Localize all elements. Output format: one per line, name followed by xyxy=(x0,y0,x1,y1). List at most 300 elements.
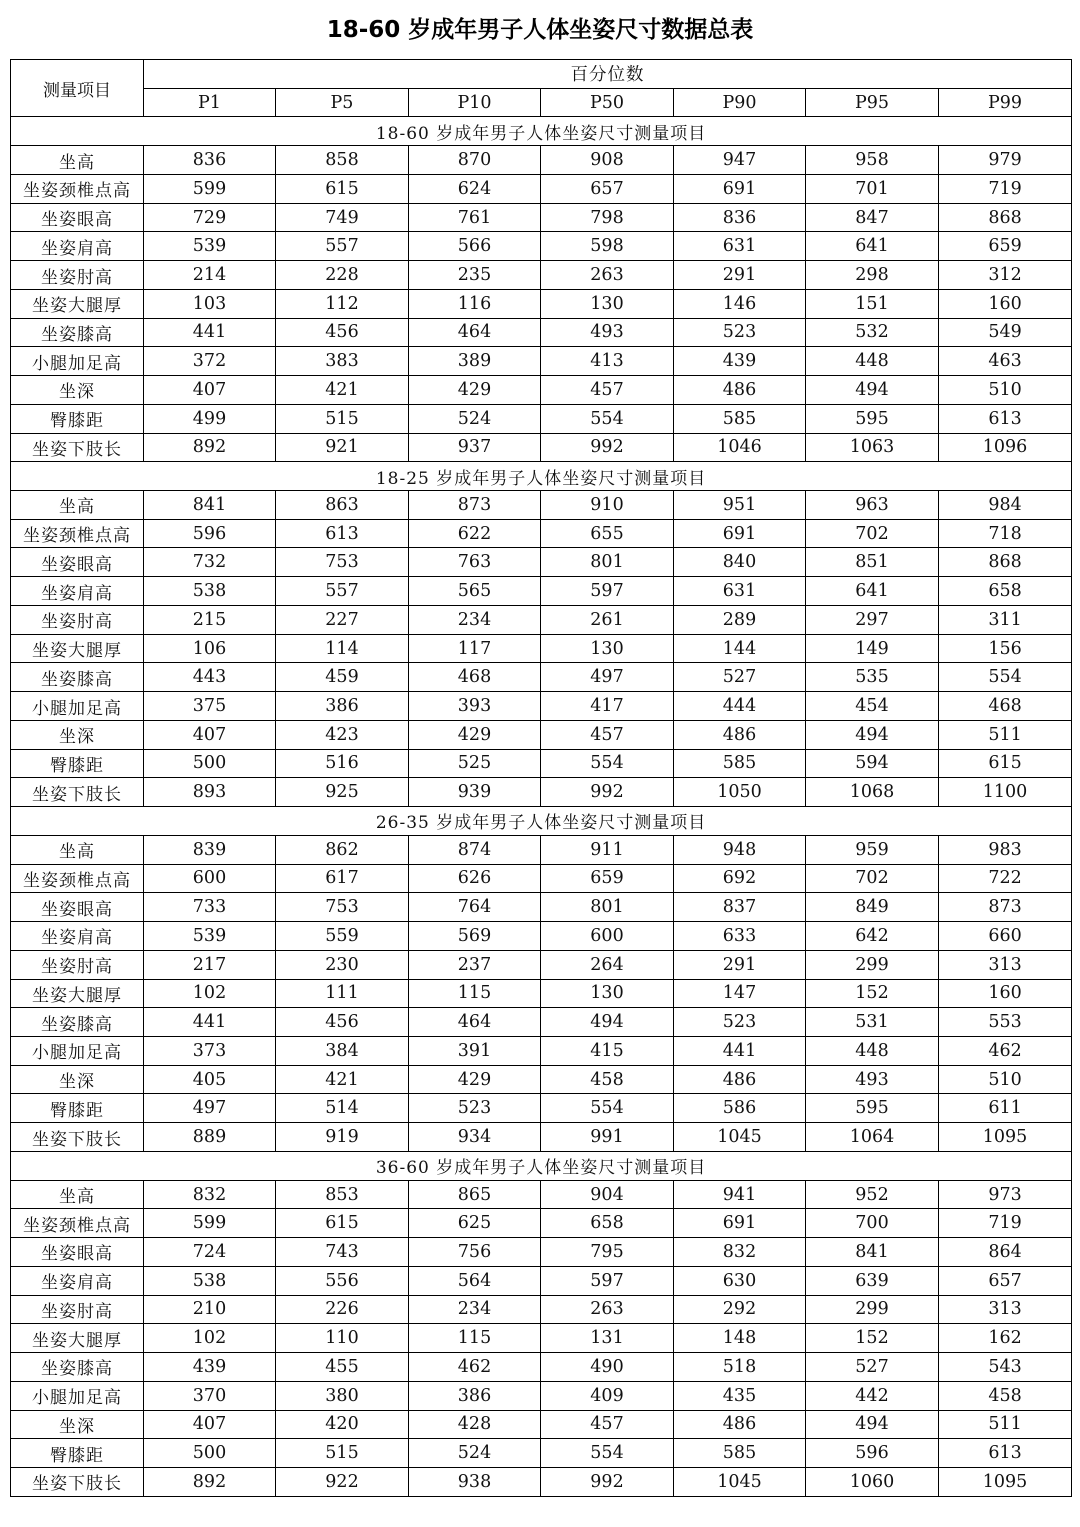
value-cell: 938 xyxy=(409,1467,541,1496)
table-row xyxy=(11,577,1072,606)
value-cell: 448 xyxy=(806,347,939,376)
value-cell: 892 xyxy=(144,433,276,462)
value-cell: 597 xyxy=(541,577,674,606)
value-cell: 413 xyxy=(541,347,674,376)
value-cell: 494 xyxy=(806,376,939,405)
percentile-header-row xyxy=(11,88,1072,117)
measurement-name: 臀膝距 xyxy=(11,1094,144,1123)
value-cell: 851 xyxy=(806,548,939,577)
value-cell: 439 xyxy=(674,347,806,376)
item-column-header: 测量项目 xyxy=(11,60,144,117)
percentile-header: P95 xyxy=(806,88,939,117)
value-cell: 525 xyxy=(409,749,541,778)
value-cell: 979 xyxy=(939,146,1072,175)
value-cell: 557 xyxy=(276,577,409,606)
table-row xyxy=(11,1123,1072,1152)
measurement-name: 坐姿肩高 xyxy=(11,232,144,261)
value-cell: 832 xyxy=(144,1180,276,1209)
value-cell: 523 xyxy=(674,1008,806,1037)
table-row xyxy=(11,289,1072,318)
value-cell: 117 xyxy=(409,634,541,663)
value-cell: 146 xyxy=(674,289,806,318)
value-cell: 148 xyxy=(674,1324,806,1353)
measurement-name: 坐高 xyxy=(11,835,144,864)
value-cell: 613 xyxy=(276,519,409,548)
page-title: 18-60 岁成年男子人体坐姿尺寸数据总表 xyxy=(326,17,754,43)
value-cell: 457 xyxy=(541,376,674,405)
value-cell: 566 xyxy=(409,232,541,261)
value-cell: 228 xyxy=(276,261,409,290)
value-cell: 298 xyxy=(806,261,939,290)
measurement-name: 坐姿眼高 xyxy=(11,548,144,577)
value-cell: 718 xyxy=(939,519,1072,548)
table-row xyxy=(11,778,1072,807)
value-cell: 523 xyxy=(674,318,806,347)
value-cell: 992 xyxy=(541,433,674,462)
value-cell: 114 xyxy=(276,634,409,663)
value-cell: 596 xyxy=(144,519,276,548)
value-cell: 486 xyxy=(674,1410,806,1439)
value-cell: 1100 xyxy=(939,778,1072,807)
value-cell: 297 xyxy=(806,605,939,634)
value-cell: 407 xyxy=(144,1410,276,1439)
value-cell: 691 xyxy=(674,519,806,548)
value-cell: 691 xyxy=(674,1209,806,1238)
value-cell: 160 xyxy=(939,979,1072,1008)
table-row xyxy=(11,1180,1072,1209)
value-cell: 865 xyxy=(409,1180,541,1209)
value-cell: 420 xyxy=(276,1410,409,1439)
section-header-row xyxy=(11,117,1072,146)
table-row xyxy=(11,1266,1072,1295)
value-cell: 464 xyxy=(409,318,541,347)
value-cell: 457 xyxy=(541,1410,674,1439)
percentile-header: P10 xyxy=(409,88,541,117)
percentile-header: P1 xyxy=(144,88,276,117)
value-cell: 832 xyxy=(674,1238,806,1267)
value-cell: 613 xyxy=(939,404,1072,433)
value-cell: 130 xyxy=(541,634,674,663)
measurement-name: 坐姿肘高 xyxy=(11,261,144,290)
measurement-name: 坐姿肘高 xyxy=(11,1295,144,1324)
value-cell: 375 xyxy=(144,692,276,721)
value-cell: 863 xyxy=(276,491,409,520)
value-cell: 655 xyxy=(541,519,674,548)
table-header xyxy=(11,60,1072,117)
value-cell: 263 xyxy=(541,261,674,290)
value-cell: 115 xyxy=(409,1324,541,1353)
value-cell: 539 xyxy=(144,232,276,261)
measurement-name: 坐深 xyxy=(11,1410,144,1439)
value-cell: 553 xyxy=(939,1008,1072,1037)
measurement-name: 坐姿肩高 xyxy=(11,922,144,951)
value-cell: 939 xyxy=(409,778,541,807)
value-cell: 493 xyxy=(541,318,674,347)
measurement-name: 坐姿膝高 xyxy=(11,1008,144,1037)
measurement-name: 坐姿眼高 xyxy=(11,893,144,922)
value-cell: 389 xyxy=(409,347,541,376)
value-cell: 510 xyxy=(939,376,1072,405)
value-cell: 624 xyxy=(409,174,541,203)
measurement-name: 坐姿大腿厚 xyxy=(11,1324,144,1353)
value-cell: 299 xyxy=(806,1295,939,1324)
value-cell: 753 xyxy=(276,548,409,577)
value-cell: 554 xyxy=(541,1094,674,1123)
table-row xyxy=(11,203,1072,232)
value-cell: 599 xyxy=(144,1209,276,1238)
value-cell: 263 xyxy=(541,1295,674,1324)
measurement-name: 坐姿下肢长 xyxy=(11,1467,144,1496)
value-cell: 494 xyxy=(806,720,939,749)
value-cell: 102 xyxy=(144,1324,276,1353)
value-cell: 515 xyxy=(276,1439,409,1468)
value-cell: 910 xyxy=(541,491,674,520)
value-cell: 630 xyxy=(674,1266,806,1295)
value-cell: 556 xyxy=(276,1266,409,1295)
value-cell: 230 xyxy=(276,950,409,979)
value-cell: 429 xyxy=(409,720,541,749)
table-row xyxy=(11,1094,1072,1123)
value-cell: 538 xyxy=(144,1266,276,1295)
value-cell: 115 xyxy=(409,979,541,1008)
value-cell: 868 xyxy=(939,203,1072,232)
value-cell: 291 xyxy=(674,261,806,290)
table-row xyxy=(11,720,1072,749)
value-cell: 455 xyxy=(276,1353,409,1382)
value-cell: 801 xyxy=(541,893,674,922)
value-cell: 870 xyxy=(409,146,541,175)
value-cell: 919 xyxy=(276,1123,409,1152)
value-cell: 691 xyxy=(674,174,806,203)
table-row xyxy=(11,519,1072,548)
value-cell: 499 xyxy=(144,404,276,433)
measurement-name: 坐高 xyxy=(11,146,144,175)
value-cell: 837 xyxy=(674,893,806,922)
value-cell: 152 xyxy=(806,979,939,1008)
table-row xyxy=(11,893,1072,922)
table-row xyxy=(11,174,1072,203)
value-cell: 226 xyxy=(276,1295,409,1324)
data-table xyxy=(10,59,1072,1497)
value-cell: 429 xyxy=(409,1065,541,1094)
value-cell: 131 xyxy=(541,1324,674,1353)
value-cell: 719 xyxy=(939,1209,1072,1238)
value-cell: 569 xyxy=(409,922,541,951)
value-cell: 524 xyxy=(409,404,541,433)
table-row xyxy=(11,1324,1072,1353)
measurement-name: 坐姿下肢长 xyxy=(11,433,144,462)
value-cell: 911 xyxy=(541,835,674,864)
value-cell: 500 xyxy=(144,749,276,778)
value-cell: 642 xyxy=(806,922,939,951)
value-cell: 156 xyxy=(939,634,1072,663)
value-cell: 462 xyxy=(939,1036,1072,1065)
value-cell: 1095 xyxy=(939,1123,1072,1152)
value-cell: 702 xyxy=(806,519,939,548)
value-cell: 862 xyxy=(276,835,409,864)
measurement-name: 坐姿肩高 xyxy=(11,577,144,606)
value-cell: 839 xyxy=(144,835,276,864)
value-cell: 761 xyxy=(409,203,541,232)
value-cell: 554 xyxy=(939,663,1072,692)
value-cell: 763 xyxy=(409,548,541,577)
value-cell: 600 xyxy=(144,864,276,893)
table-row xyxy=(11,1008,1072,1037)
value-cell: 991 xyxy=(541,1123,674,1152)
table-row xyxy=(11,1467,1072,1496)
value-cell: 421 xyxy=(276,376,409,405)
measurement-name: 坐姿大腿厚 xyxy=(11,979,144,1008)
value-cell: 641 xyxy=(806,577,939,606)
value-cell: 948 xyxy=(674,835,806,864)
value-cell: 102 xyxy=(144,979,276,1008)
value-cell: 657 xyxy=(939,1266,1072,1295)
measurement-name: 臀膝距 xyxy=(11,1439,144,1468)
table-row xyxy=(11,1238,1072,1267)
measurement-name: 臀膝距 xyxy=(11,404,144,433)
value-cell: 261 xyxy=(541,605,674,634)
value-cell: 904 xyxy=(541,1180,674,1209)
table-row xyxy=(11,1295,1072,1324)
value-cell: 753 xyxy=(276,893,409,922)
value-cell: 849 xyxy=(806,893,939,922)
value-cell: 380 xyxy=(276,1381,409,1410)
section-title: 18-60 岁成年男子人体坐姿尺寸测量项目 xyxy=(11,117,1072,146)
value-cell: 598 xyxy=(541,232,674,261)
value-cell: 565 xyxy=(409,577,541,606)
value-cell: 557 xyxy=(276,232,409,261)
value-cell: 370 xyxy=(144,1381,276,1410)
table-row xyxy=(11,318,1072,347)
value-cell: 719 xyxy=(939,174,1072,203)
value-cell: 463 xyxy=(939,347,1072,376)
value-cell: 973 xyxy=(939,1180,1072,1209)
value-cell: 658 xyxy=(939,577,1072,606)
value-cell: 217 xyxy=(144,950,276,979)
value-cell: 596 xyxy=(806,1439,939,1468)
value-cell: 959 xyxy=(806,835,939,864)
value-cell: 386 xyxy=(409,1381,541,1410)
value-cell: 984 xyxy=(939,491,1072,520)
value-cell: 594 xyxy=(806,749,939,778)
value-cell: 442 xyxy=(806,1381,939,1410)
measurement-name: 坐姿下肢长 xyxy=(11,1123,144,1152)
value-cell: 511 xyxy=(939,720,1072,749)
measurement-name: 坐姿肩高 xyxy=(11,1266,144,1295)
value-cell: 836 xyxy=(144,146,276,175)
value-cell: 456 xyxy=(276,318,409,347)
value-cell: 493 xyxy=(806,1065,939,1094)
value-cell: 585 xyxy=(674,1439,806,1468)
value-cell: 386 xyxy=(276,692,409,721)
value-cell: 733 xyxy=(144,893,276,922)
value-cell: 836 xyxy=(674,203,806,232)
table-row xyxy=(11,1065,1072,1094)
table-row xyxy=(11,634,1072,663)
table-row xyxy=(11,663,1072,692)
measurement-name: 坐姿颈椎点高 xyxy=(11,864,144,893)
value-cell: 514 xyxy=(276,1094,409,1123)
value-cell: 439 xyxy=(144,1353,276,1382)
measurement-name: 坐姿膝高 xyxy=(11,1353,144,1382)
table-row xyxy=(11,433,1072,462)
value-cell: 527 xyxy=(806,1353,939,1382)
value-cell: 538 xyxy=(144,577,276,606)
table-row xyxy=(11,1353,1072,1382)
value-cell: 409 xyxy=(541,1381,674,1410)
value-cell: 795 xyxy=(541,1238,674,1267)
value-cell: 934 xyxy=(409,1123,541,1152)
measurement-name: 小腿加足高 xyxy=(11,692,144,721)
value-cell: 732 xyxy=(144,548,276,577)
value-cell: 458 xyxy=(939,1381,1072,1410)
value-cell: 925 xyxy=(276,778,409,807)
value-cell: 532 xyxy=(806,318,939,347)
table-row xyxy=(11,1381,1072,1410)
value-cell: 527 xyxy=(674,663,806,692)
value-cell: 764 xyxy=(409,893,541,922)
value-cell: 724 xyxy=(144,1238,276,1267)
value-cell: 756 xyxy=(409,1238,541,1267)
section-title: 36-60 岁成年男子人体坐姿尺寸测量项目 xyxy=(11,1151,1072,1180)
value-cell: 660 xyxy=(939,922,1072,951)
table-row xyxy=(11,376,1072,405)
value-cell: 659 xyxy=(939,232,1072,261)
measurement-name: 坐深 xyxy=(11,376,144,405)
value-cell: 659 xyxy=(541,864,674,893)
value-cell: 539 xyxy=(144,922,276,951)
value-cell: 289 xyxy=(674,605,806,634)
value-cell: 951 xyxy=(674,491,806,520)
value-cell: 494 xyxy=(806,1410,939,1439)
value-cell: 963 xyxy=(806,491,939,520)
value-cell: 407 xyxy=(144,720,276,749)
value-cell: 486 xyxy=(674,376,806,405)
table-row xyxy=(11,979,1072,1008)
value-cell: 264 xyxy=(541,950,674,979)
value-cell: 210 xyxy=(144,1295,276,1324)
value-cell: 116 xyxy=(409,289,541,318)
value-cell: 417 xyxy=(541,692,674,721)
value-cell: 983 xyxy=(939,835,1072,864)
value-cell: 873 xyxy=(939,893,1072,922)
value-cell: 112 xyxy=(276,289,409,318)
value-cell: 497 xyxy=(144,1094,276,1123)
value-cell: 103 xyxy=(144,289,276,318)
measurement-name: 小腿加足高 xyxy=(11,1381,144,1410)
value-cell: 384 xyxy=(276,1036,409,1065)
value-cell: 921 xyxy=(276,433,409,462)
table-row xyxy=(11,605,1072,634)
value-cell: 372 xyxy=(144,347,276,376)
measurement-name: 坐姿眼高 xyxy=(11,203,144,232)
value-cell: 585 xyxy=(674,749,806,778)
value-cell: 633 xyxy=(674,922,806,951)
value-cell: 700 xyxy=(806,1209,939,1238)
value-cell: 922 xyxy=(276,1467,409,1496)
measurement-name: 坐高 xyxy=(11,491,144,520)
measurement-name: 小腿加足高 xyxy=(11,1036,144,1065)
value-cell: 743 xyxy=(276,1238,409,1267)
value-cell: 468 xyxy=(409,663,541,692)
value-cell: 486 xyxy=(674,1065,806,1094)
value-cell: 941 xyxy=(674,1180,806,1209)
value-cell: 554 xyxy=(541,749,674,778)
measurement-name: 坐姿下肢长 xyxy=(11,778,144,807)
value-cell: 992 xyxy=(541,1467,674,1496)
value-cell: 554 xyxy=(541,1439,674,1468)
value-cell: 874 xyxy=(409,835,541,864)
value-cell: 658 xyxy=(541,1209,674,1238)
value-cell: 1060 xyxy=(806,1467,939,1496)
value-cell: 234 xyxy=(409,1295,541,1324)
percentile-header: P90 xyxy=(674,88,806,117)
value-cell: 613 xyxy=(939,1439,1072,1468)
value-cell: 702 xyxy=(806,864,939,893)
value-cell: 841 xyxy=(806,1238,939,1267)
table-row xyxy=(11,404,1072,433)
measurement-name: 坐姿颈椎点高 xyxy=(11,519,144,548)
value-cell: 448 xyxy=(806,1036,939,1065)
value-cell: 1050 xyxy=(674,778,806,807)
value-cell: 391 xyxy=(409,1036,541,1065)
value-cell: 313 xyxy=(939,1295,1072,1324)
value-cell: 893 xyxy=(144,778,276,807)
percentile-group-header: 百分位数 xyxy=(144,60,1072,89)
value-cell: 889 xyxy=(144,1123,276,1152)
measurement-name: 坐姿膝高 xyxy=(11,318,144,347)
value-cell: 858 xyxy=(276,146,409,175)
value-cell: 615 xyxy=(276,1209,409,1238)
value-cell: 441 xyxy=(674,1036,806,1065)
value-cell: 292 xyxy=(674,1295,806,1324)
value-cell: 235 xyxy=(409,261,541,290)
value-cell: 312 xyxy=(939,261,1072,290)
section-header-row xyxy=(11,807,1072,836)
value-cell: 617 xyxy=(276,864,409,893)
section-header-row xyxy=(11,1151,1072,1180)
value-cell: 639 xyxy=(806,1266,939,1295)
value-cell: 518 xyxy=(674,1353,806,1382)
value-cell: 615 xyxy=(276,174,409,203)
table-row xyxy=(11,1439,1072,1468)
value-cell: 421 xyxy=(276,1065,409,1094)
value-cell: 459 xyxy=(276,663,409,692)
measurement-name: 臀膝距 xyxy=(11,749,144,778)
table-row xyxy=(11,491,1072,520)
section-title: 26-35 岁成年男子人体坐姿尺寸测量项目 xyxy=(11,807,1072,836)
section-header-row xyxy=(11,462,1072,491)
value-cell: 864 xyxy=(939,1238,1072,1267)
value-cell: 722 xyxy=(939,864,1072,893)
value-cell: 106 xyxy=(144,634,276,663)
value-cell: 631 xyxy=(674,232,806,261)
value-cell: 423 xyxy=(276,720,409,749)
value-cell: 110 xyxy=(276,1324,409,1353)
measurement-name: 坐深 xyxy=(11,1065,144,1094)
table-row xyxy=(11,1036,1072,1065)
value-cell: 1045 xyxy=(674,1123,806,1152)
value-cell: 234 xyxy=(409,605,541,634)
value-cell: 516 xyxy=(276,749,409,778)
value-cell: 500 xyxy=(144,1439,276,1468)
value-cell: 586 xyxy=(674,1094,806,1123)
value-cell: 373 xyxy=(144,1036,276,1065)
value-cell: 1063 xyxy=(806,433,939,462)
value-cell: 441 xyxy=(144,318,276,347)
value-cell: 441 xyxy=(144,1008,276,1037)
value-cell: 144 xyxy=(674,634,806,663)
